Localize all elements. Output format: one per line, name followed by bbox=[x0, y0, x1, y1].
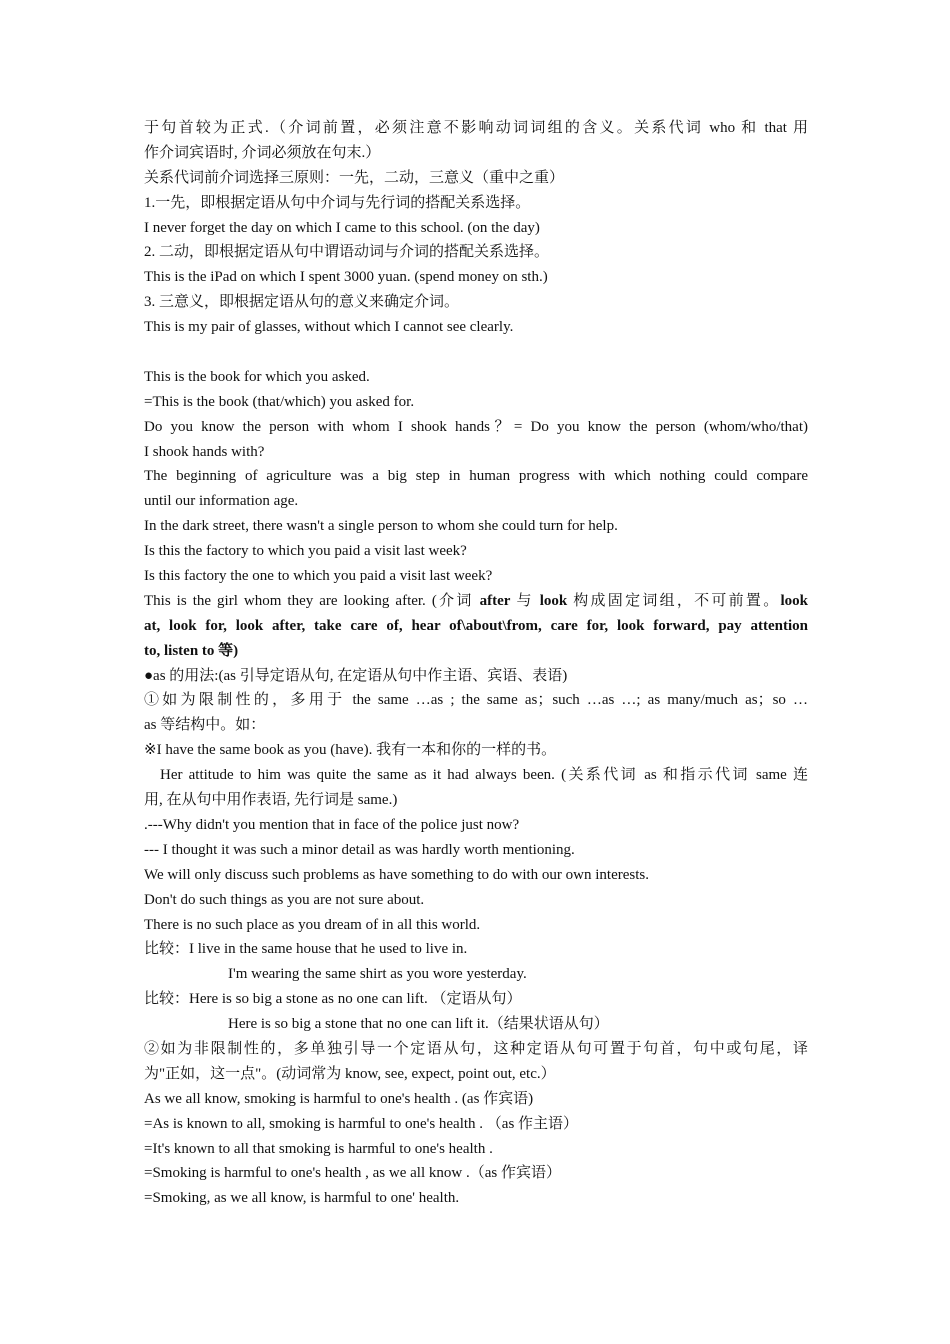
text-line: We will only discuss such problems as have something to do with our own interests. bbox=[144, 866, 649, 883]
text-line: 2. 二动，即根据定语从句中谓语动词与介词的搭配关系选择。 bbox=[144, 244, 550, 261]
text-line: I'm wearing the same shirt as you wore yesterday. bbox=[228, 966, 527, 983]
text-line: Is this factory the one to which you paid a visit last week? bbox=[144, 568, 493, 585]
text-line: 用, 在从句中用作表语, 先行词是 same.) bbox=[144, 792, 398, 809]
text-line: 于句首较为正式.（介词前置，必须注意不影响动词词组的含义。关系代词 who 和 that 用 bbox=[144, 120, 808, 136]
text-line bbox=[144, 639, 808, 664]
text-line: This is the iPad on which I spent 3000 yuan. (spend money on sth.) bbox=[144, 269, 548, 286]
document-body bbox=[144, 116, 808, 1211]
bold-term: at, look for, look after, take care of, hear of\about\from, care for, look forward, pay attention bbox=[144, 617, 808, 634]
text-line: Is this the factory to which you paid a visit last week? bbox=[144, 543, 467, 560]
text-line: as 等结构中。如： bbox=[144, 717, 266, 734]
bold-term: look bbox=[780, 592, 808, 609]
text-line: 1.一先，即根据定语从句中介词与先行词的搭配关系选择。 bbox=[144, 194, 531, 211]
text-line: The beginning of agriculture was a big step in human progress with which nothing could compare bbox=[144, 468, 808, 485]
text-line: --- I thought it was such a minor detail as was hardly worth mentioning. bbox=[144, 841, 575, 858]
text-line: until our information age. bbox=[144, 493, 299, 510]
text-run: 与 bbox=[510, 592, 540, 609]
text-line: 比较：I live in the same house that he used to live in. bbox=[144, 941, 468, 958]
text-line: This is my pair of glasses, without which I cannot see clearly. bbox=[144, 319, 514, 336]
text-line: ※I have the same book as you (have). 我有一本和你的一样的书。 bbox=[144, 742, 557, 759]
text-line: Here is so big a stone that no one can lift it.（结果状语从句） bbox=[228, 1016, 609, 1033]
text-line: This is the book for which you asked. bbox=[144, 368, 370, 385]
text-line: Do you know the person with whom I shook hands？= Do you know the person (whom/who/that) bbox=[144, 418, 808, 435]
blank-line bbox=[144, 340, 808, 365]
text-line: As we all know, smoking is harmful to one's health . (as 作宾语) bbox=[144, 1090, 534, 1107]
text-line: =Smoking is harmful to one's health , as we all know .（as 作宾语） bbox=[144, 1165, 561, 1182]
text-run: This is the girl whom they are looking after. (介词 bbox=[144, 592, 480, 609]
text-line: 3. 三意义，即根据定语从句的意义来确定介词。 bbox=[144, 294, 460, 311]
text-line: Don't do such things as you are not sure about. bbox=[144, 891, 425, 908]
bold-term: to, listen to bbox=[144, 642, 215, 659]
text-line: ②如为非限制性的，多单独引导一个定语从句，这种定语从句可置于句首，句中或句尾，译 bbox=[144, 1040, 808, 1057]
text-line: 关系代词前介词选择三原则：一先，二动，三意义（重中之重） bbox=[144, 169, 565, 186]
text-line bbox=[144, 589, 808, 614]
text-line: ①如为限制性的，多用于 the same …as ; the same as；such …as …; as many/much as；so … bbox=[144, 692, 808, 709]
bold-term: after bbox=[479, 592, 511, 609]
text-line: In the dark street, there wasn't a single person to whom she could turn for help. bbox=[144, 518, 618, 535]
text-line: .---Why didn't you mention that in face of the police just now? bbox=[144, 816, 520, 833]
text-line: I shook hands with? bbox=[144, 443, 265, 460]
text-line: 为"正如，这一点"。(动词常为 know, see, expect, point out, etc.） bbox=[144, 1065, 556, 1082]
text-line: =As is known to all, smoking is harmful to one's health . （as 作主语） bbox=[144, 1115, 579, 1132]
text-line bbox=[144, 614, 808, 639]
text-line: 作介词宾语时, 介词必须放在句末.） bbox=[144, 144, 381, 161]
text-line: =Smoking, as we all know, is harmful to one' health. bbox=[144, 1190, 460, 1207]
text-line: =It's known to all that smoking is harmful to one's health . bbox=[144, 1140, 493, 1157]
text-line: 比较：Here is so big a stone as no one can lift. （定语从句） bbox=[144, 991, 522, 1008]
text-line: ●as 的用法:(as 引导定语从句, 在定语从句中作主语、宾语、表语) bbox=[144, 667, 568, 684]
bold-term: look bbox=[539, 592, 568, 609]
text-run: 构成固定词组，不可前置。 bbox=[567, 592, 781, 609]
text-line: =This is the book (that/which) you asked for. bbox=[144, 393, 415, 410]
text-line: I never forget the day on which I came to this school. (on the day) bbox=[144, 219, 540, 236]
text-run: 等) bbox=[214, 642, 239, 659]
text-line: There is no such place as you dream of in all this world. bbox=[144, 916, 481, 933]
text-line: Her attitude to him was quite the same as it had always been. (关系代词 as 和指示代词 same 连 bbox=[160, 767, 808, 784]
